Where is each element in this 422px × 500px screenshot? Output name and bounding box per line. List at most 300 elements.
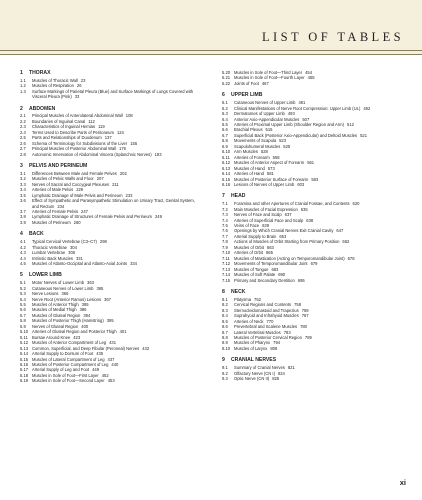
table-title: Movements of Scapula: [234, 138, 277, 144]
page-ref: 492: [363, 105, 371, 111]
chapter-title: UPPER LIMB: [231, 92, 263, 99]
table-title: Anterior Axio-Appendicular Muscles: [234, 116, 300, 122]
page-ref: 23: [80, 77, 86, 83]
table-title: Motor Nerves of Lower Limb: [32, 280, 85, 286]
table-title: Cutaneous Nerves of Lower Limb: [32, 285, 94, 291]
table-number: 2.8: [20, 151, 26, 157]
table-number: 9.2: [222, 370, 228, 376]
chapter-number: 2: [20, 105, 23, 112]
chapter-number: 3: [20, 163, 23, 170]
table-number: 9.1: [222, 365, 228, 371]
table-number: 6.2: [222, 105, 228, 111]
table-title: Nerve Lesions: [32, 291, 59, 297]
chapter-title: NECK: [231, 289, 246, 295]
table-number: 4.4: [20, 255, 26, 261]
page-ref: 207: [96, 176, 104, 182]
table-number: 8.10: [222, 345, 231, 351]
table-number: 6.6: [222, 127, 228, 133]
table-title: Veins of Face: [234, 223, 260, 229]
table-title: Muscles of Pharynx: [234, 340, 271, 346]
table-entry[interactable]: [20, 152, 216, 157]
page-ref: 825: [272, 376, 280, 382]
table-title: Common, Superficial, and Deep Fibular (Peroneal) Nerves: [32, 345, 140, 351]
table-number: 3.6: [20, 198, 26, 204]
chapter-title: LOWER LIMB: [29, 272, 62, 279]
table-title: Sternocleidomastoid and Trapezius: [234, 307, 299, 313]
table-number: 4.3: [20, 250, 26, 256]
table-title: Terms Used to Describe Parts of Peritoneum: [32, 129, 114, 135]
table-title: Muscles in Sole of Foot—Fourth Layer: [234, 75, 305, 81]
chapter-heading[interactable]: [20, 272, 216, 278]
page-ref: 33: [74, 94, 80, 100]
table-number: 5.19: [20, 378, 29, 384]
table-title: Arteries of Superficial Face and Scalp: [234, 217, 304, 223]
table-number: 6.9: [222, 143, 228, 149]
table-title: Main Muscles of Facial Expression: [234, 206, 298, 212]
table-number: 1.2: [20, 83, 26, 89]
table-number: 5.21: [222, 75, 231, 81]
chapter-number: 1: [20, 70, 23, 76]
chapter-number: 4: [20, 231, 23, 238]
page-ref: 525: [283, 143, 291, 149]
chapter-heading[interactable]: [222, 92, 412, 98]
page-ref: 306: [68, 250, 76, 256]
table-title: Suprahyoid and Infrahyoid Muscles: [234, 313, 299, 319]
table-title: Prevertebral and Scalene Muscles: [234, 324, 298, 330]
page-ref: 521: [360, 132, 368, 138]
table-title: Arteries of Hand: [234, 171, 264, 177]
page-ref: 440: [111, 362, 119, 368]
table-number: 5.5: [20, 302, 26, 308]
page-ref: 491: [298, 100, 306, 106]
table-entry[interactable]: [222, 278, 412, 283]
table-number: 3.8: [20, 214, 26, 220]
page-ref: 678: [347, 255, 355, 261]
table-title: Schema of Terminology for Subdivisions of the Liver: [32, 140, 128, 146]
table-number: 8.8: [222, 334, 228, 340]
table-title: Characteristics of Inguinal Hernias: [32, 124, 96, 130]
page-ref: 515: [265, 127, 273, 133]
table-title: Lesions of Nerves of Upper Limb: [234, 181, 295, 187]
table-number: 8.7: [222, 329, 228, 335]
page-ref: 229: [76, 187, 84, 193]
table-title: Actions of Muscles of Orbit Starting from Primary Position: [234, 239, 340, 245]
table-title: Arterial Supply to Brain: [234, 233, 277, 239]
chapter-section: [20, 106, 216, 157]
page-ref: 759: [301, 307, 309, 313]
table-title: Scapulohumeral Muscles: [234, 143, 281, 149]
table-number: 2.7: [20, 146, 26, 152]
table-title: Thoracic Vertebrae: [32, 244, 67, 250]
page-ref: 298: [99, 239, 107, 245]
page-ref: 637: [284, 212, 292, 218]
table-number: 3.5: [20, 192, 26, 198]
table-number: 2.1: [20, 113, 26, 119]
page-ref: 432: [142, 345, 150, 351]
table-entry[interactable]: [20, 261, 216, 266]
page-ref: 558: [272, 154, 280, 160]
table-number: 3.9: [20, 219, 26, 225]
table-number: 5.7: [20, 312, 26, 318]
chapter-number: 7: [222, 193, 225, 200]
table-title: Muscles of Posterior Surface of Forearm: [234, 176, 309, 182]
table-number: 6.10: [222, 149, 231, 155]
header-rule-bottom: [0, 54, 422, 55]
page-ref: 647: [336, 228, 344, 234]
table-title: Muscles in Sole of Foot—First Layer: [32, 372, 99, 378]
table-number: 6.16: [222, 181, 231, 187]
chapter-heading[interactable]: [222, 357, 412, 363]
page-ref: 401: [119, 329, 127, 335]
table-title: Cervical Regions and Contents: [234, 302, 292, 308]
page-ref: 400: [81, 323, 89, 329]
table-number: 5.8: [20, 318, 26, 324]
page-ref: 455: [307, 75, 315, 81]
table-title: Arteries of Orbit: [234, 250, 263, 256]
table-number: 8.1: [222, 296, 228, 302]
table-number: 2.6: [20, 140, 26, 146]
table-number: 7.4: [222, 217, 228, 223]
chapter-heading[interactable]: [222, 289, 412, 295]
page-number: xi: [399, 478, 406, 487]
page-ref: 663: [266, 244, 274, 250]
table-title-wrap: [32, 89, 202, 100]
page-ref: 453: [107, 378, 115, 384]
table-number: 2.3: [20, 124, 26, 130]
page-ref: 202: [119, 170, 127, 176]
table-number: 5.9: [20, 323, 26, 329]
table-number: 2.5: [20, 135, 26, 141]
table-title: Brachial Plexus: [234, 127, 263, 133]
table-number: 6.14: [222, 171, 231, 177]
table-title: Differences Between Male and Female Pelves: [32, 170, 117, 176]
table-title: Muscles of Tongue: [234, 266, 269, 272]
table-title: Muscles of Soft Palate: [234, 272, 276, 278]
table-number: 5.10: [20, 329, 29, 335]
table-title: Olfactory Nerve (CN I): [234, 370, 275, 376]
table-entry[interactable]: [222, 81, 412, 86]
table-number: 8.4: [222, 313, 228, 319]
page-ref: 679: [310, 261, 318, 267]
chapter-title: PELVIS AND PERINEUM: [29, 163, 88, 170]
table-number: 5.18: [20, 372, 29, 378]
table-title: Muscles in Sole of Foot—Third Layer: [234, 70, 303, 75]
table-number: 7.6: [222, 228, 228, 234]
table-number: 5.4: [20, 296, 26, 302]
table-title: Lumbar Vertebrae: [32, 250, 66, 256]
table-title-wrap: [32, 198, 202, 209]
page-ref: 583: [311, 176, 319, 182]
chapter-section: [20, 70, 216, 100]
chapter-heading[interactable]: [20, 163, 216, 169]
page-ref: 385: [81, 302, 89, 308]
table-number: 8.9: [222, 340, 228, 346]
table-number: 7.9: [222, 244, 228, 250]
page-ref: 780: [300, 324, 307, 330]
page-ref: 639: [262, 223, 270, 229]
page-ref: 695: [297, 277, 305, 283]
page-ref: 331: [75, 255, 83, 261]
table-number: 6.12: [222, 160, 231, 166]
page-ref: 770: [266, 318, 274, 324]
page-ref: 183: [154, 151, 162, 157]
page-ref: 437: [107, 356, 115, 362]
table-title: Muscles of Posterior Thigh (Hamstring): [32, 318, 104, 324]
page-ref: 363: [87, 280, 94, 286]
table-title: Effect of Sympathetic and Parasympathetic Stimulation on Urinary Tract, Genital System, and Rectum: [32, 198, 195, 209]
table-number: 7.2: [222, 206, 228, 212]
chapter-heading[interactable]: [20, 106, 216, 112]
page-ref: 155: [130, 140, 138, 146]
chapter-title: ABDOMEN: [29, 105, 56, 112]
table-title: Nerve Root (Anterior Ramus) Lesions: [32, 296, 102, 302]
page-ref: 249: [154, 214, 162, 220]
table-title: Parts and Relationships of Duodenum: [32, 135, 102, 141]
table-title: Arm Muscles: [234, 149, 258, 155]
table-title: Arterial Supply of Leg and Foot: [32, 367, 90, 373]
table-title: Dermatomes of Upper Limb: [234, 111, 285, 117]
page-ref: 395: [106, 318, 114, 324]
table-number: 5.11: [20, 334, 28, 340]
table-title: Arteries of Neck: [234, 318, 264, 324]
page-ref: 561: [307, 160, 315, 166]
table-number: 7.3: [222, 212, 228, 218]
page-ref: 603: [297, 181, 305, 187]
table-number: 5.1: [20, 280, 26, 286]
page-ref: 304: [69, 244, 77, 250]
page-ref: 752: [254, 296, 261, 302]
table-title: Surface Markings of Parietal Pleura (Blue) and Surface Markings of Lungs Covered with Visceral Pleura (Pink): [32, 88, 194, 100]
table-title: Lymphatic Drainage of Structures of Female Pelvis and Perineum: [32, 214, 152, 220]
table-number: 7.8: [222, 239, 228, 245]
table-number: 6.5: [222, 121, 228, 127]
table-number: 6.7: [222, 132, 228, 138]
table-title: Lymphatic Drainage of Male Pelvis and Perineum: [32, 192, 123, 198]
table-title: Nerves of Gluteal Region: [32, 323, 79, 329]
table-entry[interactable]: [20, 220, 216, 225]
table-title: Arteries of Forearm: [234, 154, 270, 160]
table-number: 6.11: [222, 154, 230, 160]
page-ref: 467: [261, 80, 269, 86]
table-title: Muscles of Gluteal Region: [32, 312, 81, 318]
table-title: Boundaries of Inguinal Canal: [32, 118, 86, 124]
table-title: Muscles of Anterior Thigh: [32, 302, 79, 308]
page-ref: 528: [260, 149, 268, 155]
table-title: Arterial Supply to Dorsum of Foot: [32, 351, 94, 357]
table-number: 5.22: [222, 80, 231, 86]
table-title: Arteries of Male Pelvis: [32, 187, 74, 193]
table-title: Muscles of Anterior Aspect of Forearm: [234, 160, 305, 166]
page-ref: 507: [302, 116, 310, 122]
page-ref: 758: [294, 302, 302, 308]
page-ref: 211: [112, 181, 119, 187]
table-number: 2.4: [20, 129, 26, 135]
chapter-number: 5: [20, 272, 23, 279]
table-title: Movements of Temporomandibular Joint: [234, 261, 308, 267]
table-title: Foramina and other Apertures of Cranial Fossae, and Contents: [234, 201, 350, 207]
table-title: Muscles of Medial Thigh: [32, 307, 77, 313]
table-title: Typical Cervical Vertebrae (C3–C7): [32, 239, 97, 245]
table-number: 7.1: [222, 201, 228, 207]
table-entry[interactable]: [222, 376, 412, 381]
table-number: 7.12: [222, 261, 231, 267]
page-ref: 635: [300, 206, 308, 212]
table-title: Muscles of Thoracic Wall: [32, 77, 78, 83]
table-title: Nerves of Sacral and Coccygeal Plexuses: [32, 181, 110, 187]
page-title: LIST OF TABLES: [262, 30, 404, 44]
table-title: Arteries of Female Pelvis: [32, 209, 79, 214]
table-number: 1.3: [20, 88, 26, 94]
page-ref: 449: [92, 367, 100, 373]
table-entry[interactable]: [222, 182, 412, 187]
table-number: 5.6: [20, 307, 26, 313]
page-ref: 365: [96, 285, 104, 291]
table-title: Lateral Vertebral Muscles: [234, 329, 281, 335]
page-ref: 137: [104, 135, 112, 141]
table-number: 4.2: [20, 244, 26, 250]
chapter-number: 9: [222, 357, 225, 364]
page-ref: 808: [270, 345, 278, 351]
header-rule-top: [0, 50, 422, 51]
table-number: 2.2: [20, 118, 26, 124]
table-title: Principal Muscles of Anterolateral Abdominal Wall: [32, 113, 123, 119]
table-number: 4.1: [20, 239, 26, 245]
table-number: 5.12: [20, 340, 29, 346]
table-entry[interactable]: [222, 346, 412, 351]
table-title: Optic Nerve (CN II): [234, 376, 270, 382]
page-ref: 523: [279, 138, 287, 144]
page-ref: 638: [306, 217, 314, 223]
table-entry[interactable]: [20, 89, 216, 100]
table-title: Muscles of Mastication (Acting on Temporomandibular Joint): [234, 255, 345, 261]
page-ref: 260: [73, 219, 81, 225]
page-ref: 334: [130, 260, 137, 266]
table-title: Muscles of Lateral Compartment of Leg: [32, 356, 105, 362]
table-number: 5.13: [20, 345, 29, 351]
right-column: [222, 70, 412, 387]
chapter-title: BACK: [29, 231, 44, 238]
page-ref: 789: [304, 334, 312, 340]
chapter-section: [222, 92, 412, 187]
table-number: 7.10: [222, 250, 231, 256]
page-ref: 423: [73, 334, 81, 340]
page-ref: 233: [125, 192, 133, 198]
table-number: 7.11: [222, 255, 230, 261]
table-title: Muscles of Respiration: [32, 83, 74, 89]
table-number: 1.1: [20, 77, 26, 83]
page-ref: 783: [283, 329, 291, 335]
table-number: 3.2: [20, 176, 26, 182]
table-number: 6.3: [222, 111, 228, 117]
chapter-section: [222, 357, 412, 381]
table-number: 5.2: [20, 285, 26, 291]
page-ref: 124: [116, 129, 124, 135]
page-ref: 176: [119, 146, 126, 152]
table-title: Muscles of Anterior Compartment of Leg: [32, 340, 107, 346]
table-number: 6.13: [222, 165, 231, 171]
page-ref: 108: [125, 113, 133, 119]
page-ref: 824: [277, 370, 285, 376]
page-ref: 794: [273, 340, 281, 346]
table-number: 7.13: [222, 266, 231, 272]
table-title: Arteries of Proximal Upper Limb (Shoulder Region and Arm): [234, 121, 345, 127]
table-title: Summary of Cranial Nerves: [234, 365, 285, 371]
page-ref: 234: [57, 203, 65, 209]
table-number: 8.3: [222, 307, 228, 313]
chapter-number: 8: [222, 289, 225, 295]
page-ref: 573: [267, 165, 275, 171]
table-title: Muscles in Sole of Foot—Second Layer: [32, 378, 105, 384]
page-ref: 581: [266, 171, 274, 177]
table-number: 6.4: [222, 116, 228, 122]
page-ref: 665: [266, 250, 273, 256]
table-number: 5.17: [20, 367, 29, 373]
page-ref: 493: [287, 111, 295, 117]
table-title: Muscles of Pelvic Walls and Floor: [32, 176, 94, 182]
table-title: Superficial Back (Posterior Axio-Appendicular) and Deltoid Muscles: [234, 132, 358, 138]
table-entry[interactable]: [20, 198, 216, 209]
left-column: [20, 70, 216, 390]
page-ref: 386: [79, 307, 87, 313]
page-ref: 452: [101, 372, 109, 378]
table-number: 8.6: [222, 324, 228, 330]
chapter-title: CRANIAL NERVES: [231, 357, 277, 364]
table-number: 6.8: [222, 138, 228, 144]
table-number: 3.1: [20, 170, 26, 176]
chapter-heading[interactable]: [20, 231, 216, 237]
table-entry[interactable]: [20, 378, 216, 383]
table-title: Muscles of Orbit: [234, 244, 264, 250]
table-number: 3.4: [20, 187, 26, 193]
table-number: 5.20: [222, 70, 231, 75]
page-ref: 690: [278, 272, 286, 278]
page-ref: 119: [98, 124, 105, 130]
table-number: 7.7: [222, 233, 228, 239]
table-number: 6.15: [222, 176, 231, 182]
table-title: Joints of Foot: [234, 80, 259, 86]
table-title: Cutaneous Nerves of Upper Limb: [234, 100, 296, 106]
table-title: Muscles of Atlanto-Occipital and Atlanto-Axial Joints: [32, 260, 128, 266]
table-number: 9.3: [222, 376, 228, 382]
table-number: 4.5: [20, 260, 26, 266]
chapter-heading[interactable]: [222, 193, 412, 199]
header-band: [0, 0, 422, 55]
page-ref: 620: [352, 201, 360, 207]
chapter-section: [222, 289, 412, 351]
table-number: 5.15: [20, 356, 29, 362]
table-title: Muscles of Larynx: [234, 345, 268, 351]
page-ref: 26: [76, 83, 82, 89]
page-ref: 454: [305, 70, 313, 75]
table-title: Platysma: [234, 296, 252, 302]
page-ref: 394: [83, 312, 91, 318]
table-number: 8.2: [222, 302, 228, 308]
table-title: Openings by Which Cranial Nerves Exit Cranial Cavity: [234, 228, 334, 234]
table-title: Principal Muscles of Posterior Abdominal Wall: [32, 146, 117, 152]
table-title: Bursae Around Knee: [32, 334, 71, 340]
chapter-section: [20, 272, 216, 383]
table-title: Clinical Manifestations of Nerve Root Compression: Upper Limb (UL): [234, 105, 361, 111]
page-ref: 662: [342, 239, 350, 245]
table-title: Nerves of Face and Scalp: [234, 212, 282, 218]
table-title: Muscles of Perineum: [32, 219, 71, 225]
page-ref: 435: [96, 351, 104, 357]
chapter-continuation: [222, 70, 412, 86]
chapter-title: THORAX: [29, 70, 51, 76]
chapter-heading[interactable]: [20, 70, 216, 76]
table-title: Muscles of Posterior Cervical Region: [234, 334, 302, 340]
table-number: 7.14: [222, 272, 231, 278]
